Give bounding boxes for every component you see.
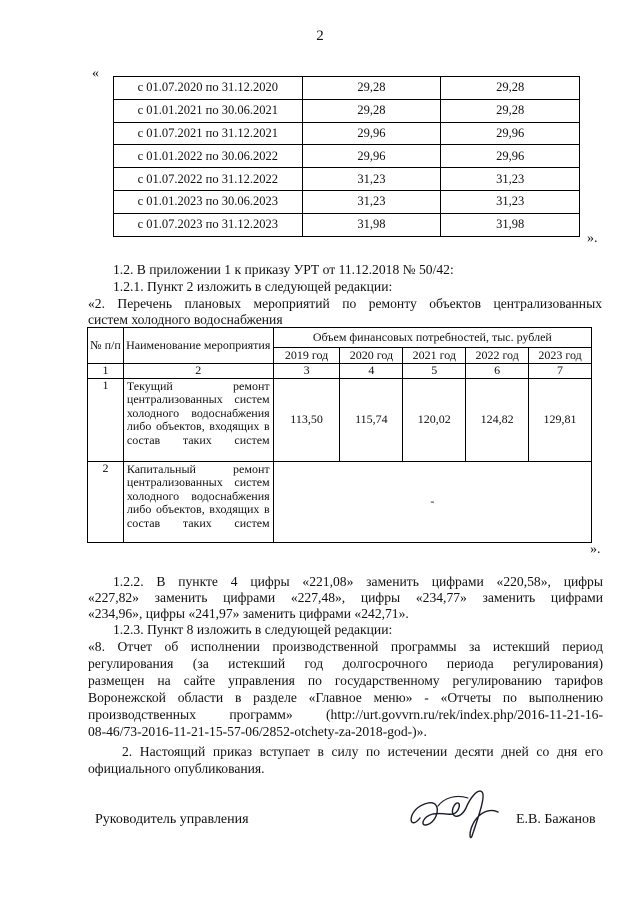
measure-name: Капитальный ремонт централизованных систем холодного водоснабжения либо объектов, входящих в состав таких систем bbox=[123, 461, 273, 542]
period-cell: с 01.01.2022 по 30.06.2022 bbox=[114, 145, 303, 168]
closing-quote: ». bbox=[587, 231, 598, 246]
value-cell: 29,96 bbox=[302, 122, 441, 145]
section-1-2: 1.2. В приложении 1 к приказу УРТ от 11.12.2018 № 50/42: bbox=[113, 262, 454, 277]
value-cell: 29,96 bbox=[441, 145, 580, 168]
p8-line: размещен на сайте управления по государственному регулированию тарифов bbox=[88, 673, 603, 688]
value-cell: 31,23 bbox=[441, 190, 580, 213]
tariff-table bbox=[113, 76, 580, 237]
opening-quote: « bbox=[92, 66, 99, 81]
period-cell: с 01.07.2021 по 31.12.2021 bbox=[114, 122, 303, 145]
value-cell: 29,96 bbox=[302, 145, 441, 168]
column-number-row bbox=[88, 364, 592, 379]
col-number: 5 bbox=[403, 364, 466, 379]
p8-line: производственных программ» (http://urt.govvrn.ru/rek/index.php/2016-11-21-16- bbox=[88, 707, 603, 722]
value-cell: 29,28 bbox=[441, 99, 580, 122]
p-2-cont: официального опубликования. bbox=[88, 761, 265, 776]
value-cell: 129,81 bbox=[529, 378, 592, 461]
table-row bbox=[114, 213, 580, 236]
p-1-2-2: 1.2.2. В пункте 4 цифры «221,08» заменить цифрами «220,58», цифры bbox=[113, 574, 603, 589]
value-cell: 31,23 bbox=[441, 168, 580, 191]
row-num: 2 bbox=[88, 461, 124, 542]
col-number: 6 bbox=[466, 364, 529, 379]
p8-line: «8. Отчет об исполнении производственной программы за истекший период bbox=[88, 639, 603, 654]
table-row bbox=[114, 122, 580, 145]
p-2: 2. Настоящий приказ вступает в силу по истечении десяти дней со дня его bbox=[122, 744, 603, 759]
p8-line: 08-46/73-2016-11-21-15-57-06/2852-otchety-za-2018-god-)». bbox=[88, 724, 427, 739]
section-1-2-1: 1.2.1. Пункт 2 изложить в следующей редакции: bbox=[113, 279, 393, 294]
year-header: 2023 год bbox=[529, 348, 592, 364]
value-cell: 113,50 bbox=[273, 378, 340, 461]
value-cell: 29,28 bbox=[441, 77, 580, 100]
header-num: № п/п bbox=[88, 328, 124, 364]
item-2-title-cont: систем холодного водоснабжения bbox=[88, 312, 283, 327]
value-cell: 31,23 bbox=[302, 190, 441, 213]
p-1-2-3: 1.2.3. Пункт 8 изложить в следующей редакции: bbox=[113, 622, 393, 637]
p-1-2-2-end: «234,96», цифры «241,97» заменить цифрами «242,71». bbox=[88, 606, 409, 621]
period-cell: с 01.01.2021 по 30.06.2021 bbox=[114, 99, 303, 122]
signature-name: Е.В. Бажанов bbox=[516, 812, 596, 827]
col-number: 3 bbox=[273, 364, 340, 379]
col-number: 1 bbox=[88, 364, 124, 379]
year-header: 2019 год bbox=[273, 348, 340, 364]
p8-line: Воронежской области в разделе «Главное меню» - «Отчеты по выполнению bbox=[88, 690, 603, 705]
value-cell: - bbox=[273, 461, 591, 542]
measures-table bbox=[87, 327, 592, 543]
year-header: 2021 год bbox=[403, 348, 466, 364]
period-cell: с 01.07.2020 по 31.12.2020 bbox=[114, 77, 303, 100]
period-cell: с 01.07.2022 по 31.12.2022 bbox=[114, 168, 303, 191]
page-number: 2 bbox=[316, 28, 324, 44]
period-cell: с 01.07.2023 по 31.12.2023 bbox=[114, 213, 303, 236]
value-cell: 29,28 bbox=[302, 77, 441, 100]
table-row bbox=[114, 190, 580, 213]
table-row bbox=[88, 461, 592, 542]
p8-line: регулирования (за истекший год долгосрочного периода регулирования) bbox=[88, 656, 603, 671]
row-num: 1 bbox=[88, 378, 124, 461]
value-cell: 29,96 bbox=[441, 122, 580, 145]
item-2-title: «2. Перечень плановых мероприятий по ремонту объектов централизованных bbox=[88, 296, 602, 311]
year-header: 2022 год bbox=[466, 348, 529, 364]
value-cell: 120,02 bbox=[403, 378, 466, 461]
col-number: 2 bbox=[123, 364, 273, 379]
period-cell: с 01.01.2023 по 30.06.2023 bbox=[114, 190, 303, 213]
value-cell: 31,23 bbox=[302, 168, 441, 191]
header-volume: Объем финансовых потребностей, тыс. рублей bbox=[273, 328, 591, 348]
closing-quote: ». bbox=[590, 542, 601, 557]
measure-name: Текущий ремонт централизованных систем холодного водоснабжения либо объектов, входящих в состав таких систем bbox=[123, 378, 273, 461]
table-row bbox=[114, 99, 580, 122]
value-cell: 124,82 bbox=[466, 378, 529, 461]
col-number: 7 bbox=[529, 364, 592, 379]
value-cell: 29,28 bbox=[302, 99, 441, 122]
table-header-row bbox=[88, 328, 592, 348]
table-row bbox=[114, 77, 580, 100]
table-row bbox=[88, 378, 592, 461]
header-name: Наименование мероприятия bbox=[123, 328, 273, 364]
year-header: 2020 год bbox=[340, 348, 403, 364]
value-cell: 115,74 bbox=[340, 378, 403, 461]
p-1-2-2-cont: «227,82» заменить цифрами «227,48», цифры «234,77» заменить цифрами bbox=[88, 590, 603, 605]
value-cell: 31,98 bbox=[302, 213, 441, 236]
value-cell: 31,98 bbox=[441, 213, 580, 236]
table-row bbox=[114, 145, 580, 168]
handwritten-signature bbox=[398, 778, 513, 843]
col-number: 4 bbox=[340, 364, 403, 379]
signature-title: Руководитель управления bbox=[95, 812, 249, 827]
table-row bbox=[114, 168, 580, 191]
